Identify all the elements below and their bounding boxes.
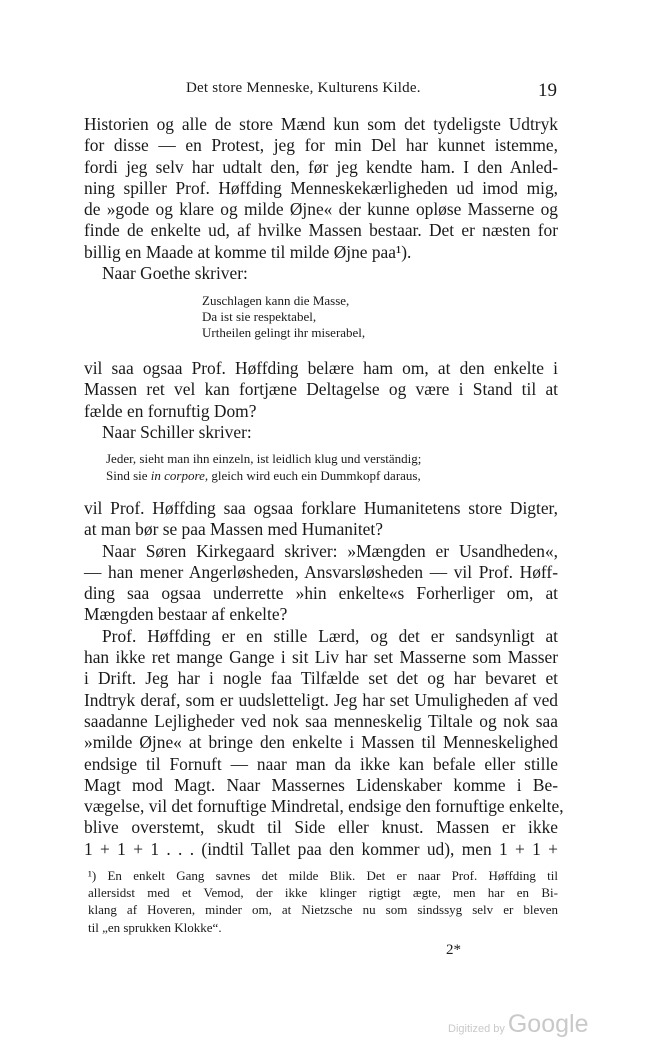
google-logo: Google (507, 1010, 589, 1038)
text-line: Indtryk deraf, som er uudsletteligt. Jeg har set Umuligheden af ved (84, 689, 558, 710)
text-line: Prof. Høffding er en stille Lærd, og det er sandsynligt at (102, 625, 558, 646)
text-line: — han mener Angerløsheden, Ansvarsløsheden — vil Prof. Høff- (84, 561, 558, 582)
text-line: vægelse, vil det fornuftige Mindretal, endsige den fornuftige enkelte, (84, 796, 564, 817)
text-line: Naar Goethe skriver: (102, 263, 248, 284)
text-line: Mængden bestaar af enkelte? (84, 604, 288, 625)
text-line: 1 + 1 + 1 . . . (indtil Tallet paa den kommer ud), men 1 + 1 + (84, 838, 558, 859)
text-line: »milde Øjne« at bringe den enkelte i Massen til Menneskelighed (84, 732, 558, 753)
paragraph-1 (84, 114, 558, 284)
watermark-prefix: Digitized by (448, 1023, 505, 1035)
text-line: at man bør se paa Massen med Humanitet? (84, 519, 383, 540)
text-line: Massen ret vel kan fortjæne Deltagelse og være i Stand til at (84, 379, 558, 400)
text-line: vil saa ogsaa Prof. Høffding belære ham om, at den enkelte i (84, 358, 558, 378)
text-line: Magt mod Magt. Naar Massernes Lidenskaber komme i Be- (84, 774, 558, 795)
footnote (88, 867, 558, 936)
footnote-line: klang af Hoveren, minder om, at Nietzsche nu som sindssyg selv er bleven (88, 902, 558, 918)
verse-line: Urtheilen gelingt ihr miserabel, (202, 325, 366, 340)
verse-line: Jeder, sieht man ihn einzeln, ist leidlich klug und verständig; (106, 451, 422, 466)
text-line: Naar Søren Kirkegaard skriver: »Mængden er Usandheden«, (102, 540, 558, 561)
text-line: blive overstemt, skudt til Side eller knust. Massen er ikke (84, 817, 558, 838)
text-line: billig en Maade at komme til milde Øjne paa¹). (84, 241, 412, 262)
footnote-line: til „en sprukken Klokke“. (88, 919, 222, 935)
verse-text: gleich wird euch ein Dummkopf daraus, (208, 468, 421, 483)
italic-phrase: in corpore, (150, 468, 209, 483)
text-line: ding saa ogsaa underrette »hin enkelte«s Forherliger om, at (84, 583, 558, 604)
text-line: han ikke ret mange Gange i sit Liv har set Masserne som Masser (84, 647, 558, 668)
text-line: vil Prof. Høffding saa ogsaa forklare Humanitetens store Digter, (84, 498, 558, 518)
paragraph-2 (84, 358, 558, 443)
verse-line (106, 467, 421, 484)
google-watermark (448, 1010, 588, 1039)
footnote-line: allersidst med et Vemod, der ikke klinger rigtigt ægte, men har en Bi- (88, 885, 558, 901)
verse-text: Sind sie (106, 468, 151, 483)
text-line: fordi jeg selv har udtalt den, før jeg kendte ham. I den Anled- (84, 156, 558, 177)
page-number: 19 (538, 80, 557, 101)
verse-line: Da ist sie respektabel, (202, 309, 317, 324)
paragraph-3 (84, 498, 564, 860)
verse-line: Zuschlagen kann die Masse, (202, 293, 350, 308)
running-head: Det store Menneske, Kulturens Kilde. (186, 80, 421, 96)
text-line: i Drift. Jeg har i nogle faa Tilfælde set det og har bevaret et (84, 668, 558, 689)
schiller-quote (106, 450, 421, 484)
text-line: Naar Schiller skriver: (102, 421, 252, 442)
text-line: endsige til Fornuft — naar man da ikke kan befale eller stille (84, 753, 558, 774)
goethe-quote (202, 293, 365, 341)
text-line: Historien og alle de store Mænd kun som det tydeligste Udtryk (84, 114, 558, 134)
text-line: saadanne Lejligheder ved nok saa menneskelig Tiltale og nok saa (84, 710, 558, 731)
text-line: fælde en fornuftig Dom? (84, 400, 257, 421)
text-line: for disse — en Protest, jeg for min Del har kunnet istemme, (84, 135, 558, 156)
text-line: ning spiller Prof. Høffding Menneskekærligheden ud imod mig, (84, 177, 558, 198)
text-line: finde de enkelte ud, af hvilke Massen bestaar. Det er næsten for (84, 220, 558, 241)
signature-mark: 2* (446, 942, 461, 958)
text-line: de »gode og klare og milde Øjne« der kunne opløse Masserne og (84, 199, 558, 220)
footnote-line: ¹) En enkelt Gang savnes det milde Blik. Det er naar Prof. Høffding til (88, 868, 558, 883)
